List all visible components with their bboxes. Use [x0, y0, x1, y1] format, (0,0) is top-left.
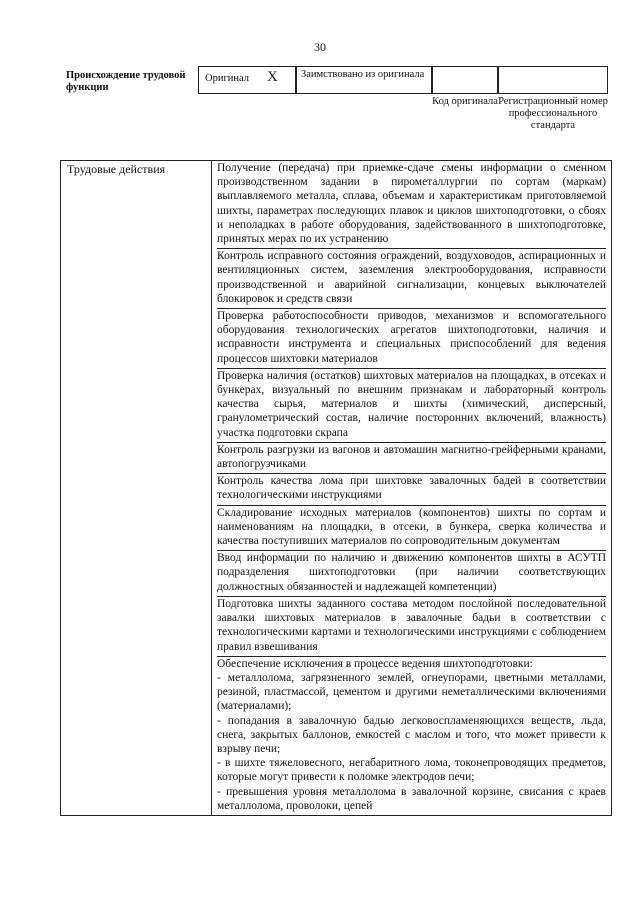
labor-actions-table: [60, 160, 612, 816]
action-item: Складирование исходных материалов (компонентов) шихты по сортам и наименованиям на площадки, в отсеки, в бункера, сверка количества и качества поступивших материалов по сопроводительным документам: [217, 506, 606, 552]
borrowed-label: Заимствовано из оригинала: [301, 69, 425, 80]
action-item: Контроль исправного состояния ограждений, воздуховодов, аспирационных и вентиляционных систем, заземления электрооборудования, исправности производственной и аварийной сигнализации, концевых выключателей блокировок и средств связи: [217, 249, 606, 309]
exclusion-item: - металлолома, загрязненного землей, огнеупорами, цветными металлами, резиной, пластмассой, цементом и другими неметаллическими включениями (материалами);: [217, 671, 606, 713]
row-label: Трудовые действия: [61, 161, 212, 816]
action-item: Ввод информации по наличию и движению компонентов шихты в АСУТП подразделения шихтоподготовки (при наличии соответствующих должностных обязанностей и надлежащей компетенции): [217, 551, 606, 597]
code-caption: Код оригинала: [432, 96, 498, 107]
action-item-exclusions: [217, 657, 606, 815]
exclusion-item: - в шихте тяжеловесного, негабаритного лома, токонепроводящих предметов, которые могут привести к поломке электродов печи;: [217, 757, 606, 784]
exclusions-intro: Обеспечение исключения в процессе ведения шихтоподготовки:: [217, 657, 533, 670]
action-item: Проверка наличия (остатков) шихтовых материалов на площадках, в отсеках и бункерах, визуальный по внешним признакам и лабораторный контроль качества сырья, материалов и шихты (химический, дисперсный, гранулометрический состав, наличие посторонних включений, влажность) участка подготовки скрапа: [217, 369, 606, 443]
reg-caption: Регистрационный номер профессионального стандарта: [498, 96, 608, 131]
code-cell: [432, 66, 498, 94]
original-label: Оригинал: [205, 73, 249, 84]
origin-label: Происхождение трудовой функции: [66, 70, 186, 93]
exclusion-item: - превышения уровня металлолома в завалочной корзине, свисания с краев металлолома, проволоки, цепей: [217, 785, 606, 812]
action-item: Проверка работоспособности приводов, механизмов и вспомогательного оборудования технологических агрегатов шихтоподготовки, наличия и исправности инструмента и специальных приспособлений для ведения процессов шихтовки материалов: [217, 309, 606, 369]
page-number: 30: [314, 40, 326, 54]
action-item: Получение (передача) при приемке-сдаче смены информации о сменном производственном задании в пирометаллургии по сортам (маркам) выплавляемого металла, сплава, объемам и характеристикам приготовляемой шихты, параметрах последующих плавок и циклов шихтоподготовки, о сбоях и неполадках в работе оборудования, задействованного в шихтоподготовке, принятых мерах по их устранению: [217, 161, 606, 249]
action-item: Контроль качества лома при шихтовке завалочных бадей в соответствии технологическими инструкциями: [217, 474, 606, 505]
original-mark: X: [267, 69, 278, 85]
reg-number-cell: [498, 66, 608, 94]
borrowed-cell: [296, 66, 432, 94]
exclusion-item: - попадания в завалочную бадью легковоспламеняющихся веществ, льда, снега, закрытых баллонов, емкостей с маслом и того, что может привести к взрыву печи;: [217, 714, 606, 755]
actions-cell: [212, 161, 612, 816]
table-row: [61, 161, 612, 816]
original-cell: [198, 66, 296, 94]
action-item: Подготовка шихты заданного состава методом послойной последовательной завалки шихтовых материалов в завалочные бадьи в соответствии с технологическими картами и технологическими инструкциями с соблюдением правил взвешивания: [217, 597, 606, 657]
action-item: Контроль разгрузки из вагонов и автомашин магнитно-грейферными кранами, автопогрузчиками: [217, 443, 606, 474]
